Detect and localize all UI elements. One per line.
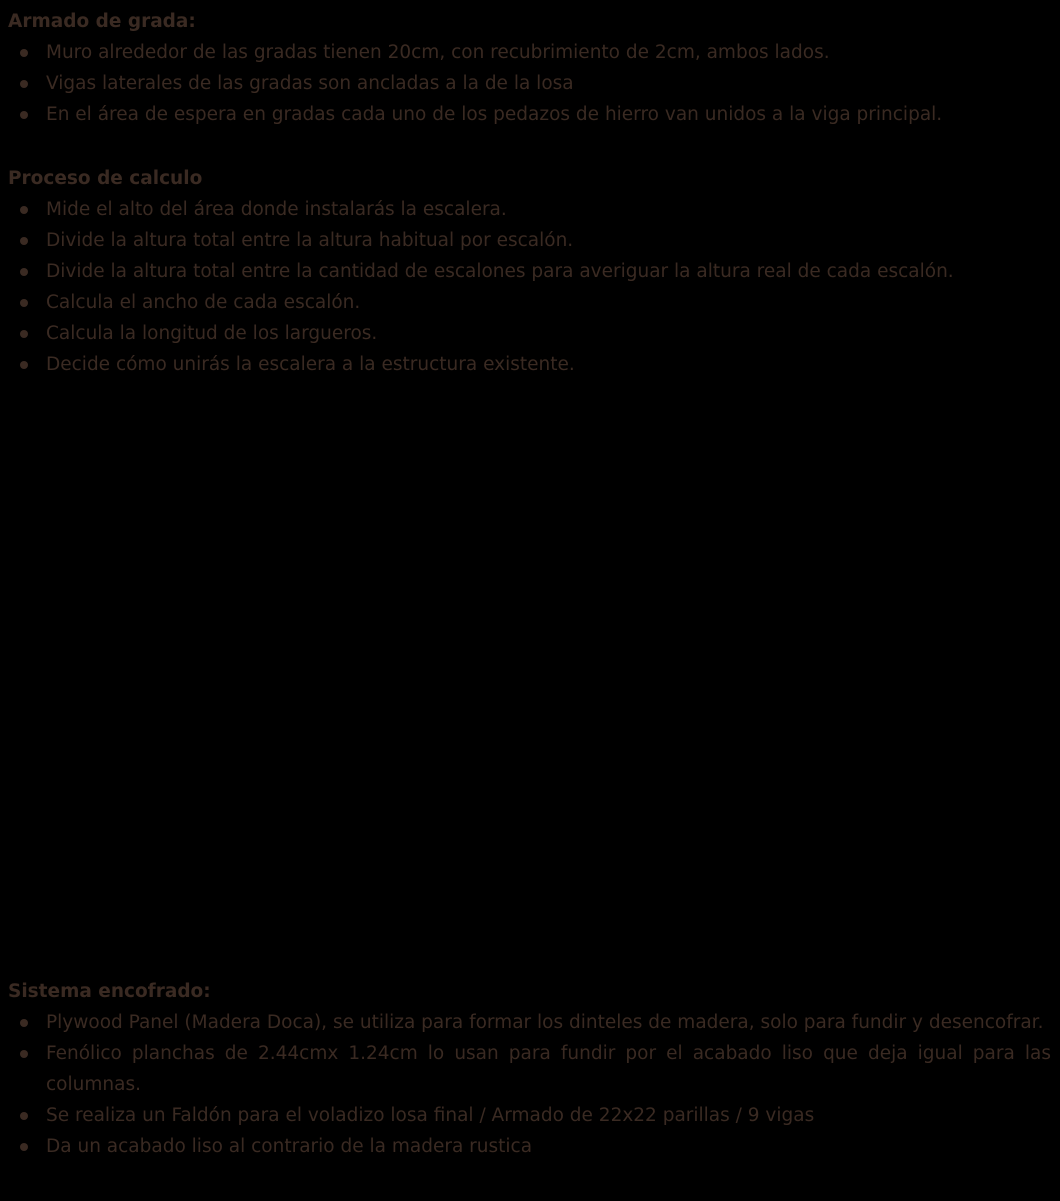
list-item-text: Mide el alto del área donde instalarás la escalera. <box>46 199 507 220</box>
bullet-icon <box>20 361 28 369</box>
list-item-text: Muro alrededor de las gradas tienen 20cm, con recubrimiento de 2cm, ambos lados. <box>46 42 830 63</box>
list-item-text: Plywood Panel (Madera Doca), se utiliza para formar los dinteles de madera, solo para fundir y desencofrar. <box>46 1012 1044 1033</box>
list-item <box>8 1100 1051 1131</box>
list-item-text: Calcula el ancho de cada escalón. <box>46 292 361 313</box>
list-item <box>8 99 1051 130</box>
bullet-list <box>8 194 1051 380</box>
bullet-icon <box>20 49 28 57</box>
section-proceso-de-calculo <box>8 163 1051 380</box>
list-item-text: Fenólico planchas de 2.44cmx 1.24cm lo usan para fundir por el acabado liso que deja igual para las columnas. <box>46 1043 1051 1095</box>
section-heading: Sistema encofrado: <box>8 981 211 1002</box>
list-item-text: Divide la altura total entre la cantidad de escalones para averiguar la altura real de cada escalón. <box>46 261 954 282</box>
list-item <box>8 225 1051 256</box>
list-item-text: Divide la altura total entre la altura habitual por escalón. <box>46 230 574 251</box>
list-item <box>8 1038 1051 1100</box>
bullet-icon <box>20 1019 28 1027</box>
list-item <box>8 287 1051 318</box>
list-item <box>8 37 1051 68</box>
section-heading: Armado de grada: <box>8 11 196 32</box>
list-item <box>8 318 1051 349</box>
list-item-text: Da un acabado liso al contrario de la madera rustica <box>46 1136 533 1157</box>
list-item-text: En el área de espera en gradas cada uno de los pedazos de hierro van unidos a la viga principal. <box>46 104 943 125</box>
bullet-icon <box>20 330 28 338</box>
bullet-icon <box>20 1112 28 1120</box>
list-item <box>8 194 1051 225</box>
bullet-icon <box>20 1143 28 1151</box>
list-item <box>8 349 1051 380</box>
bullet-list <box>8 37 1051 130</box>
bullet-icon <box>20 237 28 245</box>
section-armado-de-grada <box>8 6 1051 130</box>
list-item-text: Se realiza un Faldón para el voladizo losa final / Armado de 22x22 parillas / 9 vigas <box>46 1105 815 1126</box>
section-sistema-encofrado <box>8 976 1051 1162</box>
bullet-list <box>8 1007 1051 1162</box>
list-item-text: Calcula la longitud de los largueros. <box>46 323 378 344</box>
list-item <box>8 1007 1051 1038</box>
list-item-text: Decide cómo unirás la escalera a la estructura existente. <box>46 354 575 375</box>
list-item <box>8 1131 1051 1162</box>
section-heading: Proceso de calculo <box>8 168 203 189</box>
bullet-icon <box>20 80 28 88</box>
bullet-icon <box>20 1050 28 1058</box>
list-item-text: Vigas laterales de las gradas son ancladas a la de la losa <box>46 73 574 94</box>
bullet-icon <box>20 206 28 214</box>
list-item <box>8 68 1051 99</box>
bullet-icon <box>20 111 28 119</box>
bullet-icon <box>20 268 28 276</box>
bullet-icon <box>20 299 28 307</box>
list-item <box>8 256 1051 287</box>
